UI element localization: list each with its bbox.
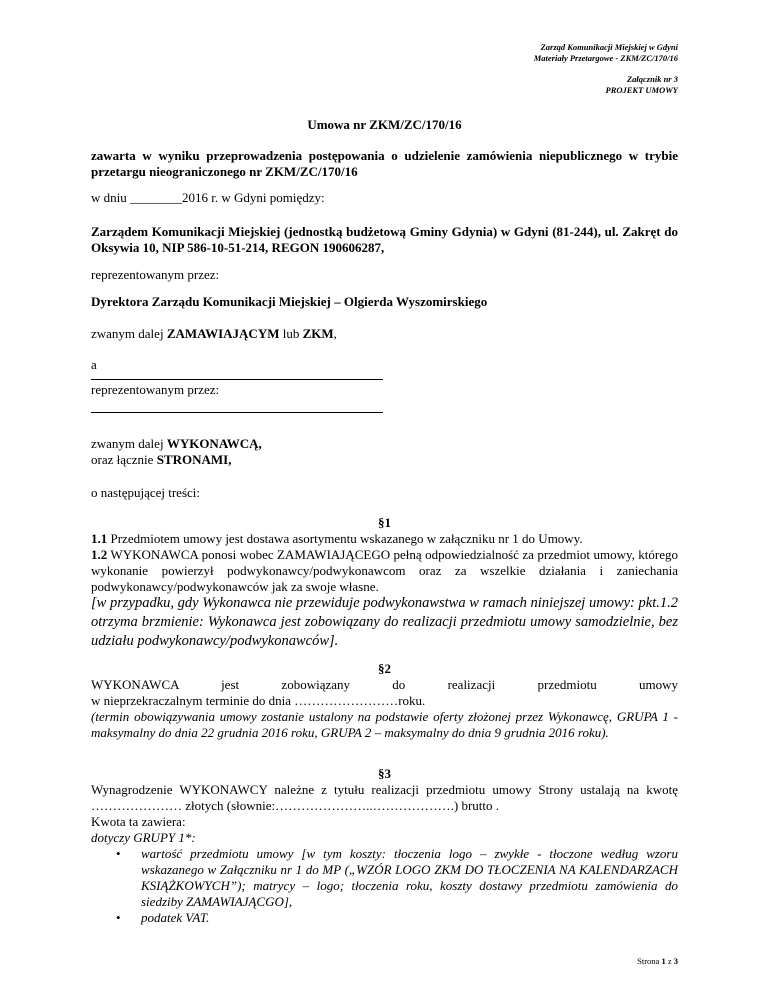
following-content: o następującej treści:: [91, 485, 201, 500]
document-header: [534, 42, 678, 96]
party-zamawiajacy: Zarządem Komunikacji Miejskiej (jednostką budżetową Gminy Gdynia) w Gdyni (81-244), ul. Zakręt do Oksywia 10, NIP 586-10-51-214, REGON 190606287,: [91, 224, 678, 255]
section-1-note: [w przypadku, gdy Wykonawca nie przewiduje podwykonawstwa w ramach niniejszej umowy: pkt.1.2 otrzyma brzmienie: Wykonawca jest zobowiązany do realizacji przedmiotu umowy samodzielnie, bez udziału podwykonawcy/podwykonawców].: [91, 595, 678, 649]
called-zamawiajacy: zwanym dalej ZAMAWIAJĄCYM lub ZKM,: [91, 326, 337, 341]
called-wykonawca: zwanym dalej WYKONAWCĄ,: [91, 436, 262, 451]
section-3-heading: §3: [378, 766, 391, 781]
section-1-heading: §1: [378, 515, 391, 530]
list-item: • wartość przedmiotu umowy [w tym koszty: tłoczenia logo – zwykłe - tłoczone według wzoru wskazanego w Załączniku nr 1 do MP („WZÓR LOGO ZKM DO TŁOCZENIA NA KALENDARZACH KSIĄŻKOWYCH”); matrycy – logo; tłoczenia roku, koszty dostawy przedmiotu zamówienia do siedziby ZAMAWIAJĄCGO],: [116, 846, 678, 909]
header-org: Zarząd Komunikacji Miejskiej w Gdyni: [540, 42, 678, 52]
section-3-amount: Wynagrodzenie WYKONAWCY należne z tytułu realizacji przedmiotu umowy Strony ustalają na kwotę ………………… złotych (słownie:…………………..……………….) brutto .: [91, 782, 678, 813]
section-3-contains: Kwota ta zawiera:: [91, 814, 186, 829]
section-3-bullet-list: [116, 846, 678, 926]
blank-line-representative: [91, 412, 383, 413]
section-1-point-2: 1.2 WYKONAWCA ponosi wobec ZAMAWIAJĄCEGO pełną odpowiedzialność za przedmiot umowy, którego wykonanie powierzył podwykonawcy/podwykonawcom oraz za wszelkie działania i zaniechania podwykonawcy/podwykonawców jak za swoje własne.: [91, 547, 678, 594]
blank-line-wykonawca: [91, 379, 383, 380]
contract-intro: zawarta w wyniku przeprowadzenia postępowania o udzielenie zamówienia niepublicznego w trybie przetargu nieograniczonego nr ZKM/ZC/170/16: [91, 148, 678, 179]
together-line: oraz łącznie STRONAMI,: [91, 452, 232, 467]
header-materials: Materiały Przetargowe - ZKM/ZC/170/16: [533, 53, 678, 63]
page-number: Strona 1 z 3: [637, 956, 678, 966]
header-attachment: Załącznik nr 3: [626, 74, 678, 84]
represented-by: reprezentowanym przez:: [91, 267, 220, 282]
section-2-line-2: w nieprzekraczalnym terminie do dnia ……………………roku.: [91, 693, 426, 708]
header-project: PROJEKT UMOWY: [605, 85, 678, 95]
section-3-group: dotyczy GRUPY 1*:: [91, 830, 196, 845]
date-line: w dniu ________2016 r. w Gdyni pomiędzy:: [91, 190, 325, 205]
section-2-line-1: WYKONAWCA jest zobowiązany do realizacji przedmiotu umowy: [91, 677, 678, 692]
and-word: a: [91, 357, 97, 372]
represented-by-2: reprezentowanym przez:: [91, 382, 220, 397]
list-item: • podatek VAT.: [116, 910, 210, 925]
director: Dyrektora Zarządu Komunikacji Miejskiej – Olgierda Wyszomirskiego: [91, 294, 488, 309]
section-2-note: (termin obowiązywania umowy zostanie ustalony na podstawie oferty złożonej przez Wykonawcę, GRUPA 1 - maksymalny do dnia 22 grudnia 2016 roku, GRUPA 2 – maksymalny do dnia 9 grudnia 2016 roku).: [91, 709, 678, 740]
contract-title: Umowa nr ZKM/ZC/170/16: [307, 117, 462, 132]
section-1-point-1: 1.1 Przedmiotem umowy jest dostawa asortymentu wskazanego w załączniku nr 1 do Umowy.: [91, 531, 583, 546]
section-2-heading: §2: [378, 661, 391, 676]
